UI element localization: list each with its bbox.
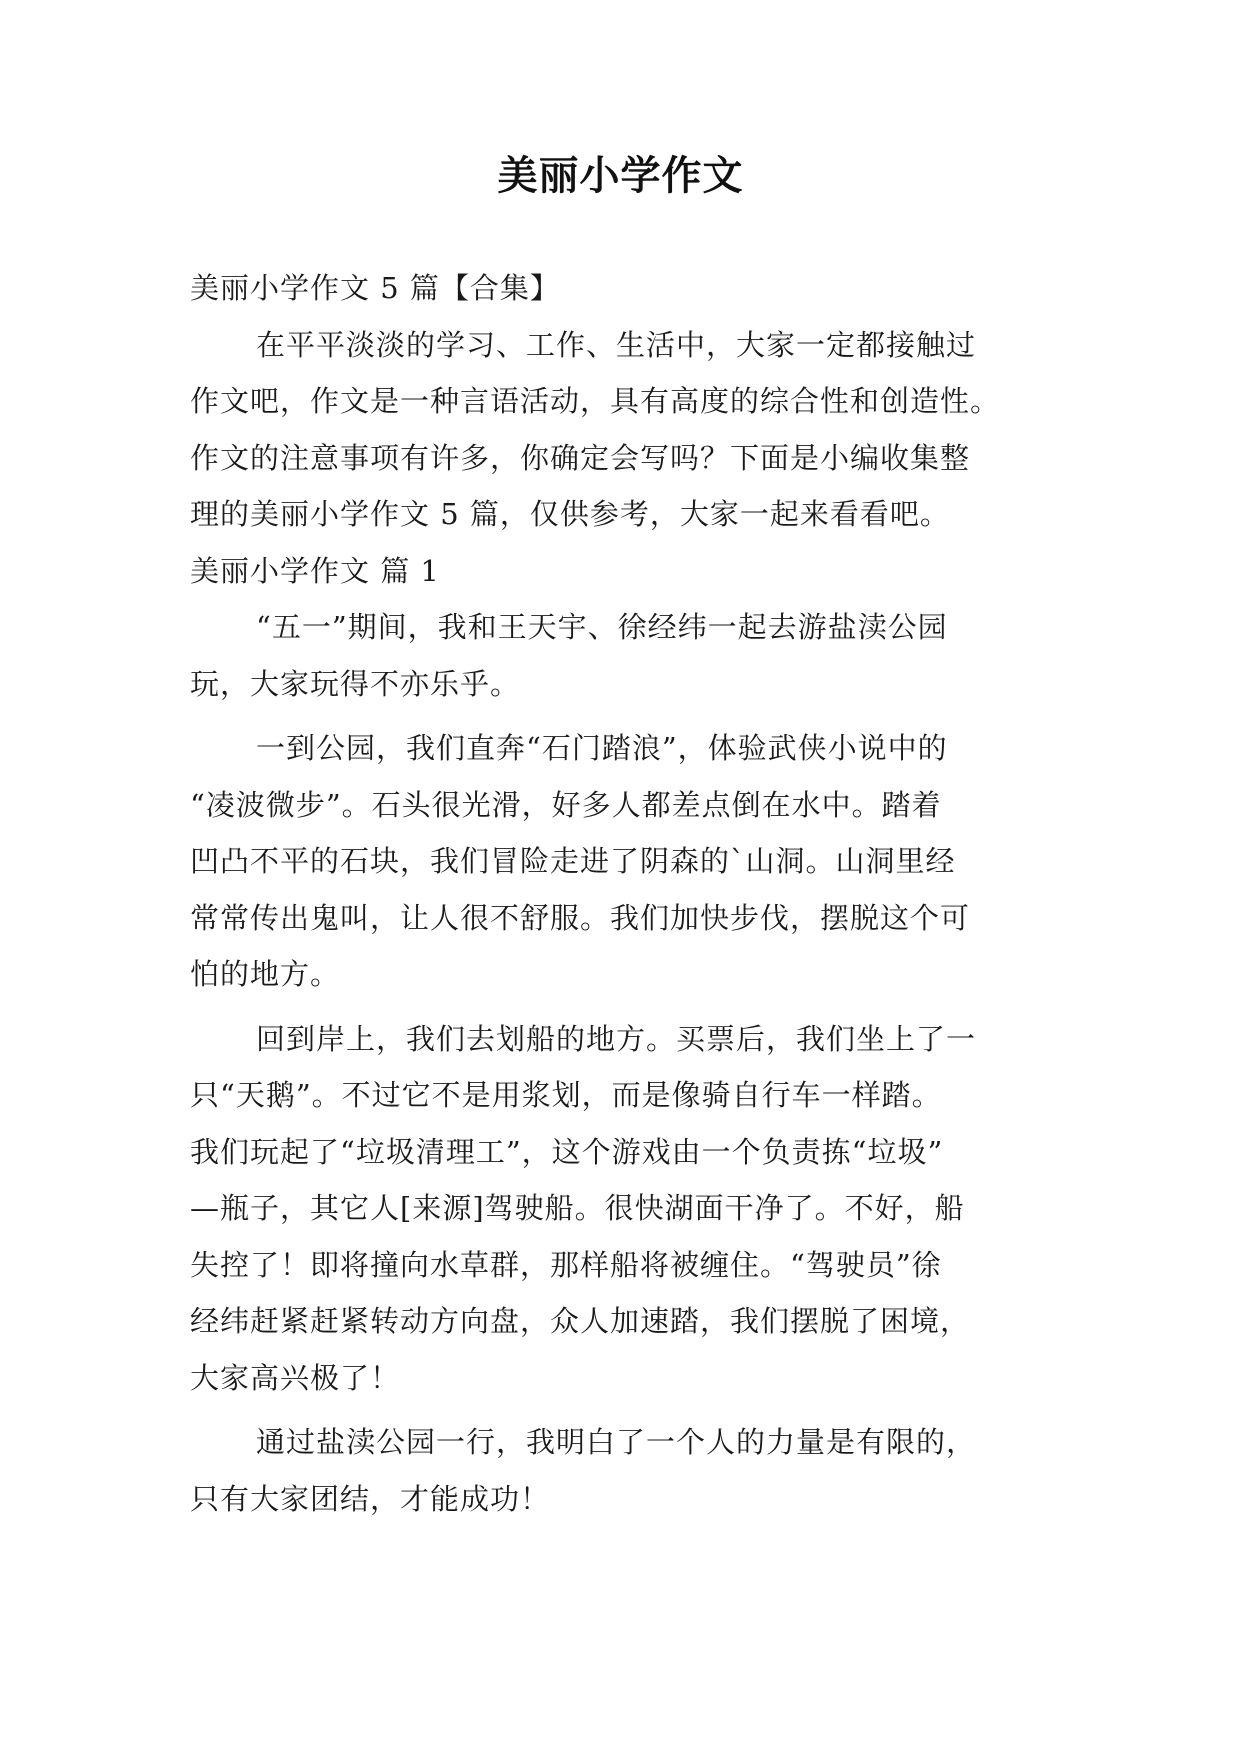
intro-line: 作文吧，作文是一种言语活动，具有高度的综合性和创造性。	[190, 384, 1001, 418]
essay-paragraph	[190, 720, 1070, 1003]
paragraph-line: 失控了！即将撞向水草群，那样船将被缠住。“驾驶员”徐	[190, 1247, 942, 1282]
intro-line: 在平平淡淡的学习、工作、生活中，大家一定都接触过	[256, 327, 977, 362]
intro-line: 理的美丽小学作文 5 篇，仅供参考，大家一起来看看吧。	[190, 497, 950, 531]
essay-paragraph	[190, 599, 1070, 712]
paragraph-line: 通过盐渎公园一行，我明白了一个人的力量是有限的，	[256, 1425, 977, 1459]
paragraph-line: 玩，大家玩得不亦乐乎。	[190, 666, 521, 701]
paragraph-line: “凌波微步”。石头很光滑，好多人都差点倒在水中。踏着	[190, 787, 942, 822]
intro-paragraph	[190, 317, 1070, 543]
paragraph-line: 怕的地方。	[190, 957, 341, 991]
document-body	[190, 260, 1070, 1527]
document-title: 美丽小学作文	[497, 153, 744, 199]
paragraph-line: 只“天鹅”。不过它不是用浆划，而是像骑自行车一样踏。	[190, 1078, 942, 1112]
paragraph-line: 经纬赶紧赶紧转动方向盘，众人加速踏，我们摆脱了困境，	[190, 1304, 971, 1338]
paragraph-line: —瓶子，其它人[来源]驾驶船。很快湖面干净了。不好，船	[190, 1191, 965, 1225]
paragraph-spacer	[190, 1406, 1070, 1414]
section-heading: 美丽小学作文 篇 1	[190, 553, 440, 588]
paragraph-line: 常常传出鬼叫，让人很不舒服。我们加快步伐，摆脱这个可	[190, 900, 971, 935]
paragraph-line: 我们玩起了“垃圾清理工”，这个游戏由一个负责拣“垃圾”	[190, 1134, 944, 1169]
paragraph-line: 回到岸上，我们去划船的地方。买票后，我们坐上了一	[256, 1021, 977, 1056]
paragraph-line: 只有大家团结，才能成功！	[190, 1481, 551, 1516]
paragraph-line: 大家高兴极了！	[190, 1360, 401, 1395]
document-subtitle: 美丽小学作文 5 篇【合集】	[190, 271, 560, 305]
paragraph-spacer	[190, 712, 1070, 720]
essay-paragraph	[190, 1414, 1070, 1527]
paragraph-line: 凹凸不平的石块，我们冒险走进了阴森的`山洞。山洞里经	[190, 844, 956, 878]
intro-line: 作文的注意事项有许多，你确定会写吗？下面是小编收集整	[190, 440, 971, 475]
paragraph-line: 一到公园，我们直奔“石门踏浪”，体验武侠小说中的	[256, 731, 948, 765]
essay-paragraph	[190, 1011, 1070, 1407]
paragraph-line: “五一”期间，我和王天宇、徐经纬一起去游盐渎公园	[256, 610, 948, 644]
paragraph-spacer	[190, 1003, 1070, 1011]
